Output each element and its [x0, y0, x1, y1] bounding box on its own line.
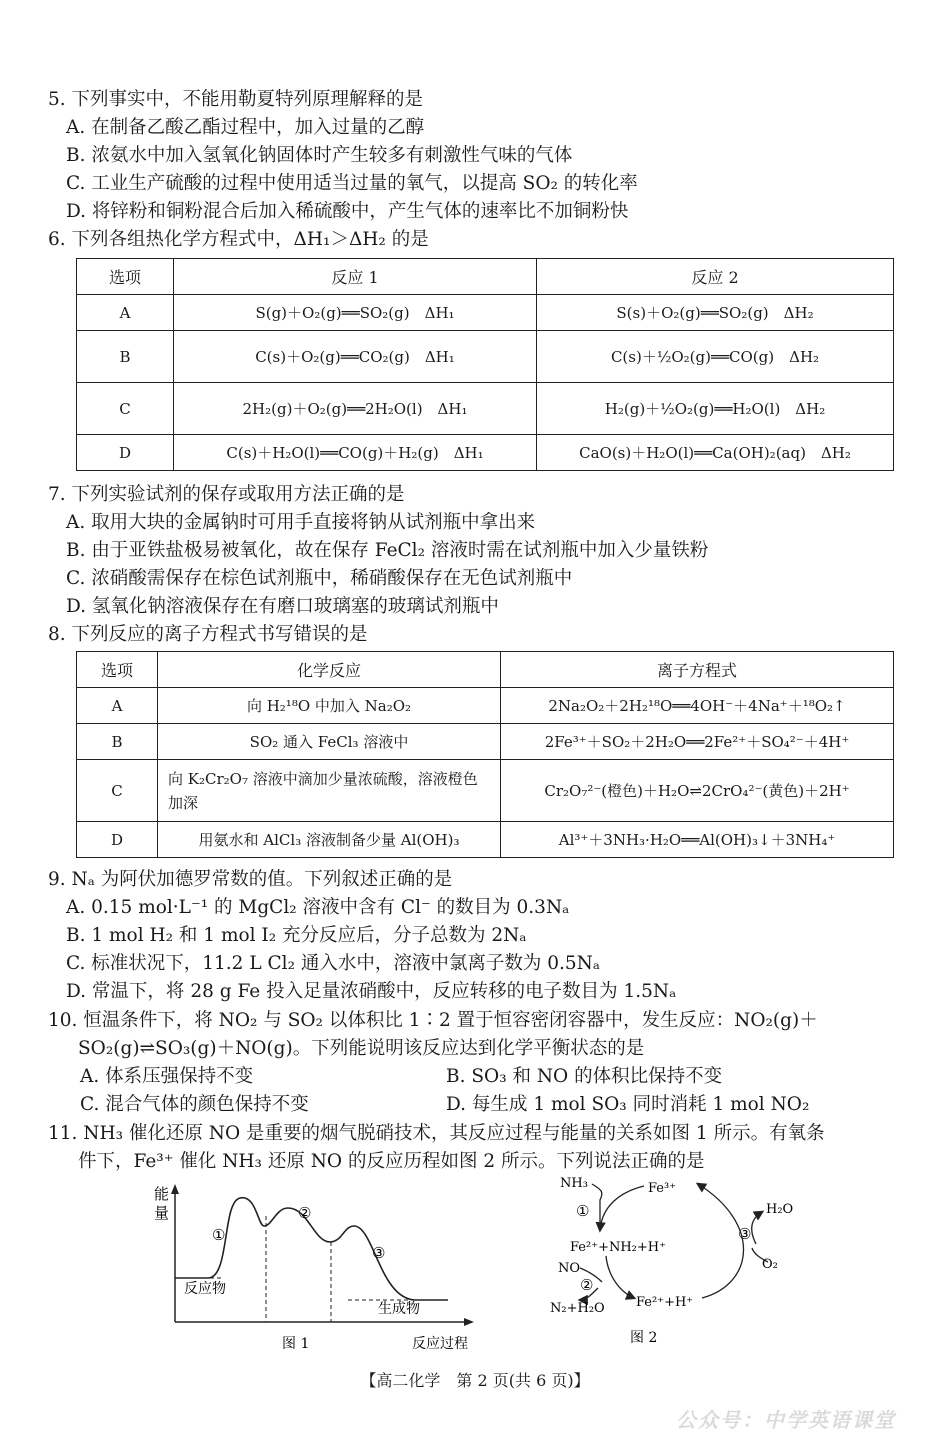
figure-2-caption: 图 2: [630, 1330, 658, 1346]
table-row: [77, 822, 894, 858]
q9-stem: 9. Nₐ 为阿伏加德罗常数的值。下列叙述正确的是: [48, 869, 453, 890]
reaction-cell: 用氨水和 AlCl₃ 溶液制备少量 Al(OH)₃: [158, 822, 501, 858]
h2o-label: H₂O: [766, 1202, 794, 1217]
q9-option-d: D. 常温下，将 28 g Fe 投入足量浓硝酸中，反应转移的电子数目为 1.5Nₐ: [66, 981, 677, 1002]
table-row: [77, 688, 894, 724]
y-axis-label-2: 量: [154, 1204, 170, 1222]
option-cell: D: [77, 822, 158, 858]
header-cell: 反应 1: [174, 259, 537, 295]
reaction-cell: 向 K₂Cr₂O₇ 溶液中滴加少量浓硫酸，溶液橙色加深: [158, 760, 501, 822]
q5-option-a: A. 在制备乙酸乙酯过程中，加入过量的乙醇: [66, 117, 425, 138]
reaction1-cell: S(g)＋O₂(g)══SO₂(g) ΔH₁: [174, 295, 537, 331]
option-cell: B: [77, 331, 174, 383]
table-row: [77, 760, 894, 822]
option-cell: A: [77, 295, 174, 331]
product-label: 生成物: [378, 1301, 420, 1317]
nh3-arrow: [592, 1184, 602, 1228]
reaction2-cell: S(s)＋O₂(g)══SO₂(g) ΔH₂: [537, 295, 894, 331]
to-h2o-arrow: [752, 1212, 762, 1244]
q5-stem: 5. 下列事实中，不能用勒夏特列原理解释的是: [48, 89, 424, 110]
q9-option-a: A. 0.15 mol·L⁻¹ 的 MgCl₂ 溶液中含有 Cl⁻ 的数目为 0.3Nₐ: [66, 897, 570, 918]
q5-option-c: C. 工业生产硫酸的过程中使用适当过量的氧气，以提高 SO₂ 的转化率: [66, 173, 638, 194]
q9-option-c: C. 标准状况下，11.2 L Cl₂ 通入水中，溶液中氯离子数为 0.5Nₐ: [66, 953, 600, 974]
q10-option-b: B. SO₃ 和 NO 的体积比保持不变: [446, 1066, 723, 1087]
reaction2-cell: CaO(s)＋H₂O(l)══Ca(OH)₂(aq) ΔH₂: [537, 435, 894, 471]
step-3-label: ③: [372, 1244, 386, 1262]
ionic-equation-cell: 2Na₂O₂＋2H₂¹⁸O══4OH⁻＋4Na⁺＋¹⁸O₂↑: [501, 688, 894, 724]
regeneration-arrow: [698, 1184, 744, 1298]
q10-stem-line2: SO₂(g)⇌SO₃(g)＋NO(g)。下列能说明该反应达到化学平衡状态的是: [78, 1038, 645, 1059]
q10-option-c: C. 混合气体的颜色保持不变: [80, 1094, 309, 1115]
step-3-label: ③: [738, 1225, 752, 1243]
step-2-label: ②: [298, 1204, 312, 1222]
q6-stem: 6. 下列各组热化学方程式中，ΔH₁＞ΔH₂ 的是: [48, 229, 429, 250]
table-row: [77, 331, 894, 383]
q11-stem-line1: 11. NH₃ 催化还原 NO 是重要的烟气脱硝技术，其反应过程与能量的关系如图 1 所示。有氧条: [48, 1123, 825, 1144]
mid-species-label: Fe²⁺+NH₂+H⁺: [570, 1240, 666, 1255]
fe3-to-mid-arrow: [600, 1186, 644, 1230]
q8-stem: 8. 下列反应的离子方程式书写错误的是: [48, 624, 368, 645]
table-row: [77, 383, 894, 435]
reaction2-cell: C(s)＋½O₂(g)══CO(g) ΔH₂: [537, 331, 894, 383]
reaction1-cell: C(s)＋H₂O(l)══CO(g)＋H₂(g) ΔH₁: [174, 435, 537, 471]
x-axis-arrow-icon: [464, 1318, 474, 1326]
option-cell: A: [77, 688, 158, 724]
q7-option-b: B. 由于亚铁盐极易被氧化，故在保存 FeCl₂ 溶液时需在试剂瓶中加入少量铁粉: [66, 540, 709, 561]
figure-1-caption: 图 1: [282, 1336, 310, 1352]
header-cell: 反应 2: [537, 259, 894, 295]
option-cell: D: [77, 435, 174, 471]
header-cell: 选项: [77, 259, 174, 295]
q10-stem-line1: 10. 恒温条件下，将 NO₂ 与 SO₂ 以体积比 1∶2 置于恒容密闭容器中，发生反应：NO₂(g)＋: [48, 1010, 818, 1031]
ionic-equation-cell: 2Fe³⁺＋SO₂＋2H₂O══2Fe²⁺＋SO₄²⁻＋4H⁺: [501, 724, 894, 760]
q7-option-c: C. 浓硝酸需保存在棕色试剂瓶中，稀硝酸保存在无色试剂瓶中: [66, 568, 573, 589]
figure-1-energy-diagram: [148, 1176, 488, 1354]
q9-option-b: B. 1 mol H₂ 和 1 mol I₂ 充分反应后，分子总数为 2Nₐ: [66, 925, 527, 946]
page-footer: 【高二化学 第 2 页(共 6 页)】: [360, 1371, 590, 1390]
reaction1-cell: C(s)＋O₂(g)══CO₂(g) ΔH₁: [174, 331, 537, 383]
o2-label: O₂: [762, 1257, 778, 1272]
option-cell: C: [77, 760, 158, 822]
y-axis-label-1: 能: [154, 1185, 170, 1203]
y-axis-arrow-icon: [171, 1184, 179, 1194]
option-cell: B: [77, 724, 158, 760]
nh3-label: NH₃: [560, 1176, 588, 1191]
step-1-label: ①: [576, 1202, 590, 1220]
ionic-equation-cell: Al³⁺＋3NH₃·H₂O══Al(OH)₃↓＋3NH₄⁺: [501, 822, 894, 858]
q11-stem-line2: 件下，Fe³⁺ 催化 NH₃ 还原 NO 的反应历程如图 2 所示。下列说法正确的是: [78, 1151, 705, 1172]
q6-table: [76, 258, 894, 471]
q7-option-a: A. 取用大块的金属钠时可用手直接将钠从试剂瓶中拿出来: [66, 512, 536, 533]
reaction1-cell: 2H₂(g)＋O₂(g)══2H₂O(l) ΔH₁: [174, 383, 537, 435]
table-row: [77, 435, 894, 471]
q7-stem: 7. 下列实验试剂的保存或取用方法正确的是: [48, 484, 405, 505]
q7-option-d: D. 氢氧化钠溶液保存在有磨口玻璃塞的玻璃试剂瓶中: [66, 596, 499, 617]
fe2-h-label: Fe²⁺+H⁺: [636, 1295, 694, 1310]
table-header-row: [77, 259, 894, 295]
n2-h2o-label: N₂+H₂O: [550, 1301, 605, 1316]
table-header-row: [77, 652, 894, 688]
q5-option-b: B. 浓氨水中加入氢氧化钠固体时产生较多有刺激性气味的气体: [66, 145, 573, 166]
reaction2-cell: H₂(g)＋½O₂(g)══H₂O(l) ΔH₂: [537, 383, 894, 435]
reactant-label: 反应物: [184, 1281, 226, 1297]
q10-option-d: D. 每生成 1 mol SO₃ 同时消耗 1 mol NO₂: [446, 1094, 810, 1115]
header-cell: 离子方程式: [501, 652, 894, 688]
reaction-cell: SO₂ 通入 FeCl₃ 溶液中: [158, 724, 501, 760]
x-axis-label: 反应过程: [412, 1336, 468, 1352]
q10-option-a: A. 体系压强保持不变: [80, 1066, 254, 1087]
watermark: 公众号：中学英语课堂: [676, 1408, 896, 1432]
table-row: [77, 295, 894, 331]
header-cell: 选项: [77, 652, 158, 688]
step-1-label: ①: [212, 1226, 226, 1244]
option-cell: C: [77, 383, 174, 435]
q5-option-d: D. 将锌粉和铜粉混合后加入稀硫酸中，产生气体的速率比不加铜粉快: [66, 201, 629, 222]
header-cell: 化学反应: [158, 652, 501, 688]
figure-2-catalytic-cycle: [540, 1172, 810, 1352]
reaction-cell: 向 H₂¹⁸O 中加入 Na₂O₂: [158, 688, 501, 724]
step-2-label: ②: [580, 1276, 594, 1294]
mid-to-fe2-arrow: [606, 1256, 634, 1298]
ionic-equation-cell: Cr₂O₇²⁻(橙色)＋H₂O⇌2CrO₄²⁻(黄色)＋2H⁺: [501, 760, 894, 822]
fe3-label: Fe³⁺: [648, 1181, 677, 1196]
table-row: [77, 724, 894, 760]
no-label: NO: [558, 1261, 581, 1276]
q8-table: [76, 651, 894, 858]
